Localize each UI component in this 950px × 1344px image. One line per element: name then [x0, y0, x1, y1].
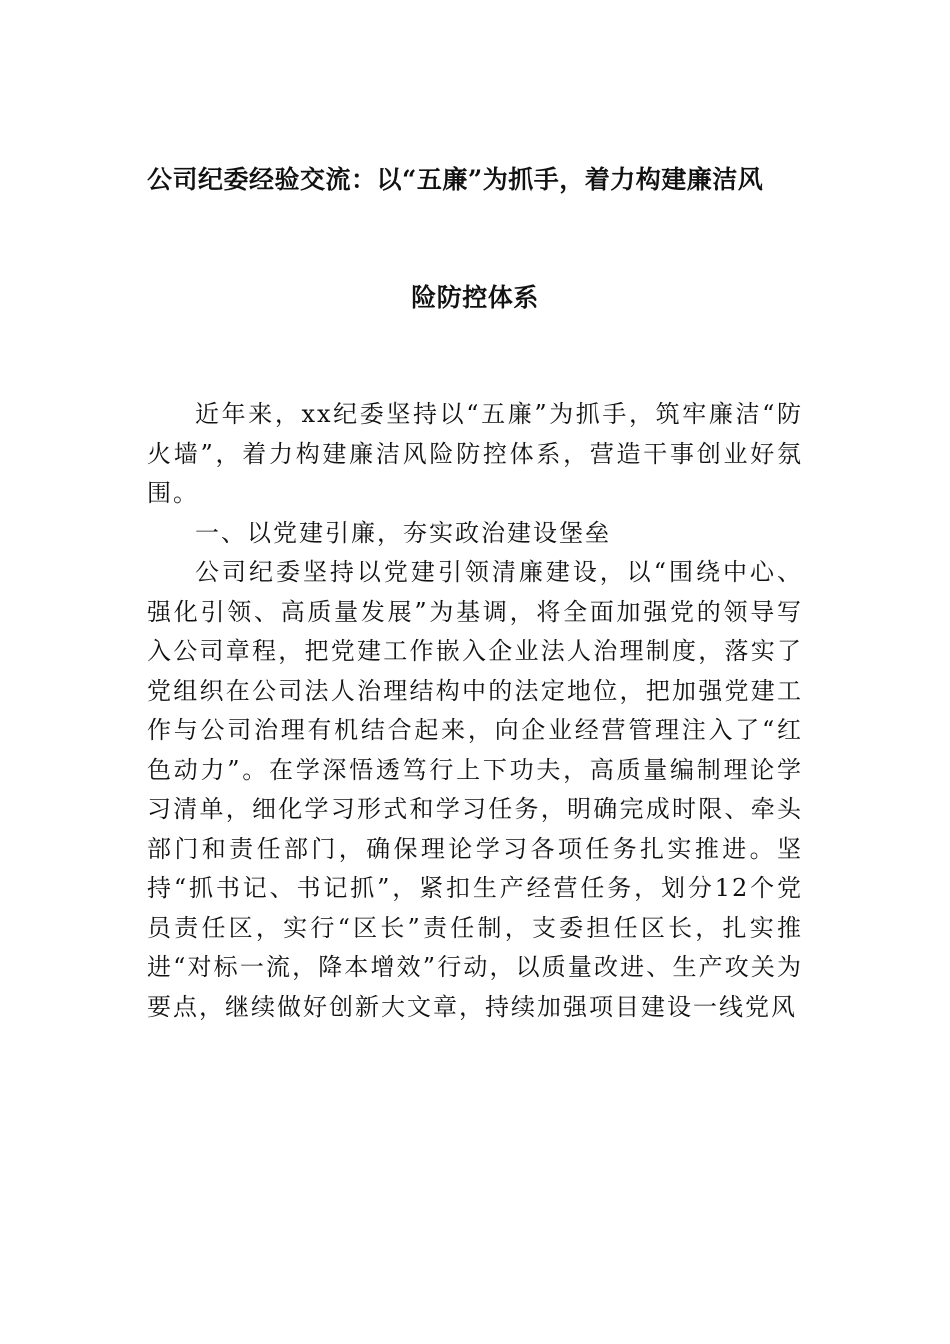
- document-body: [147, 395, 803, 1027]
- document-title-line-2: 险防控体系: [411, 283, 539, 312]
- intro-paragraph: 近年来，xx纪委坚持以“五廉”为抓手，筑牢廉洁“防火墙”，着力构建廉洁风险防控体系，营造干事创业好氛围。: [147, 400, 803, 507]
- section-heading-1: 一、以党建引廉，夯实政治建设堡垒: [195, 518, 611, 547]
- section-1-paragraph: 公司纪委坚持以党建引领清廉建设，以“围绕中心、强化引领、高质量发展”为基调，将全面加强党的领导写入公司章程，把党建工作嵌入企业法人治理制度，落实了党组织在公司法人治理结构中的法定地位，把加强党建工作与公司治理有机结合起来，向企业经营管理注入了“红色动力”。在学深悟透笃行上下功夫，高质量编制理论学习清单，细化学习形式和学习任务，明确完成时限、牵头部门和责任部门，确保理论学习各项任务扎实推进。坚持“抓书记、书记抓”，紧扣生产经营任务，划分12个党员责任区，实行“区长”责任制，支委担任区长，扎实推进“对标一流，降本增效”行动，以质量改进、生产攻关为要点，继续做好创新大文章，持续加强项目建设一线党风: [147, 558, 803, 1021]
- document-title-line-1: 公司纪委经验交流：以“五廉”为抓手，着力构建廉洁风: [147, 165, 764, 194]
